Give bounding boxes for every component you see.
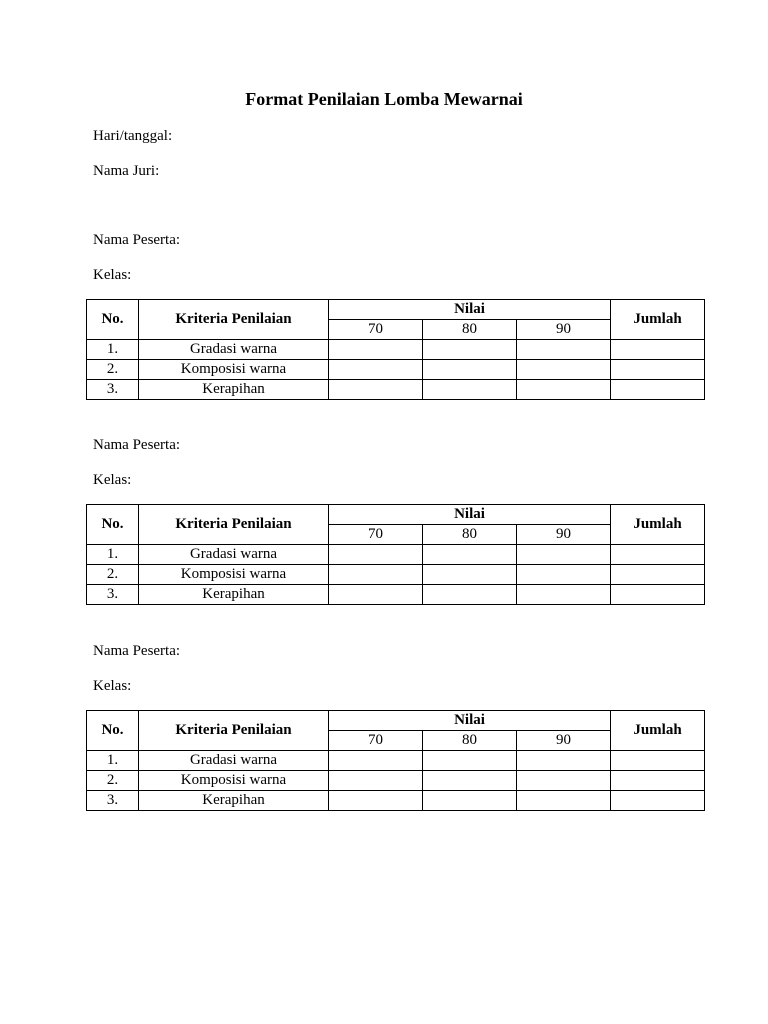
score-70-header: 70	[329, 320, 423, 340]
score-table	[86, 504, 705, 605]
jumlah-cell[interactable]	[611, 585, 705, 605]
score-cell[interactable]	[517, 585, 611, 605]
table-row	[87, 380, 705, 400]
score-cell[interactable]	[517, 791, 611, 811]
header-no: No.	[87, 711, 139, 751]
score-90-header: 90	[517, 731, 611, 751]
jumlah-cell[interactable]	[611, 771, 705, 791]
score-cell[interactable]	[329, 791, 423, 811]
header-kriteria: Kriteria Penilaian	[139, 505, 329, 545]
score-cell[interactable]	[329, 340, 423, 360]
table-row	[87, 791, 705, 811]
jumlah-cell[interactable]	[611, 791, 705, 811]
jumlah-cell[interactable]	[611, 340, 705, 360]
score-cell[interactable]	[329, 360, 423, 380]
score-cell[interactable]	[423, 791, 517, 811]
score-cell[interactable]	[517, 565, 611, 585]
nama-peserta-label: Nama Peserta:	[93, 437, 181, 453]
score-cell[interactable]	[423, 585, 517, 605]
header-nilai: Nilai	[329, 711, 611, 731]
row-kriteria: Komposisi warna	[139, 565, 329, 585]
kelas-label: Kelas:	[93, 472, 132, 488]
score-cell[interactable]	[517, 751, 611, 771]
row-number: 1.	[87, 751, 139, 771]
table-row	[87, 771, 705, 791]
nama-peserta-label: Nama Peserta:	[93, 232, 181, 248]
header-jumlah: Jumlah	[611, 300, 705, 340]
jumlah-cell[interactable]	[611, 380, 705, 400]
row-kriteria: Komposisi warna	[139, 360, 329, 380]
score-cell[interactable]	[329, 565, 423, 585]
score-cell[interactable]	[423, 360, 517, 380]
score-80-header: 80	[423, 525, 517, 545]
table-row	[87, 751, 705, 771]
score-cell[interactable]	[423, 771, 517, 791]
score-cell[interactable]	[329, 585, 423, 605]
score-90-header: 90	[517, 320, 611, 340]
row-number: 3.	[87, 585, 139, 605]
table-row	[87, 585, 705, 605]
nama-juri-label: Nama Juri:	[93, 163, 160, 179]
score-80-header: 80	[423, 320, 517, 340]
jumlah-cell[interactable]	[611, 565, 705, 585]
score-cell[interactable]	[517, 380, 611, 400]
header-jumlah: Jumlah	[611, 711, 705, 751]
row-number: 3.	[87, 791, 139, 811]
score-cell[interactable]	[423, 565, 517, 585]
score-cell[interactable]	[329, 751, 423, 771]
header-no: No.	[87, 505, 139, 545]
score-cell[interactable]	[423, 380, 517, 400]
row-kriteria: Gradasi warna	[139, 751, 329, 771]
row-kriteria: Kerapihan	[139, 585, 329, 605]
table-row	[87, 565, 705, 585]
row-kriteria: Kerapihan	[139, 791, 329, 811]
score-cell[interactable]	[517, 771, 611, 791]
header-kriteria: Kriteria Penilaian	[139, 300, 329, 340]
header-no: No.	[87, 300, 139, 340]
score-70-header: 70	[329, 731, 423, 751]
hari-tanggal-label: Hari/tanggal:	[93, 128, 173, 144]
score-cell[interactable]	[329, 771, 423, 791]
row-kriteria: Gradasi warna	[139, 545, 329, 565]
score-cell[interactable]	[517, 545, 611, 565]
nama-peserta-label: Nama Peserta:	[93, 643, 181, 659]
score-cell[interactable]	[329, 545, 423, 565]
page-title: Format Penilaian Lomba Mewarnai	[245, 89, 523, 109]
score-cell[interactable]	[423, 751, 517, 771]
row-kriteria: Gradasi warna	[139, 340, 329, 360]
score-80-header: 80	[423, 731, 517, 751]
score-cell[interactable]	[423, 340, 517, 360]
row-number: 3.	[87, 380, 139, 400]
table-row	[87, 360, 705, 380]
kelas-label: Kelas:	[93, 267, 132, 283]
score-70-header: 70	[329, 525, 423, 545]
row-number: 1.	[87, 340, 139, 360]
row-number: 2.	[87, 565, 139, 585]
header-kriteria: Kriteria Penilaian	[139, 711, 329, 751]
row-number: 1.	[87, 545, 139, 565]
score-table	[86, 299, 705, 400]
row-number: 2.	[87, 360, 139, 380]
row-kriteria: Kerapihan	[139, 380, 329, 400]
score-cell[interactable]	[423, 545, 517, 565]
row-number: 2.	[87, 771, 139, 791]
jumlah-cell[interactable]	[611, 751, 705, 771]
header-nilai: Nilai	[329, 300, 611, 320]
jumlah-cell[interactable]	[611, 360, 705, 380]
kelas-label: Kelas:	[93, 678, 132, 694]
header-jumlah: Jumlah	[611, 505, 705, 545]
score-cell[interactable]	[517, 360, 611, 380]
score-90-header: 90	[517, 525, 611, 545]
jumlah-cell[interactable]	[611, 545, 705, 565]
score-cell[interactable]	[517, 340, 611, 360]
table-row	[87, 340, 705, 360]
score-cell[interactable]	[329, 380, 423, 400]
score-table	[86, 710, 705, 811]
table-row	[87, 545, 705, 565]
header-nilai: Nilai	[329, 505, 611, 525]
row-kriteria: Komposisi warna	[139, 771, 329, 791]
